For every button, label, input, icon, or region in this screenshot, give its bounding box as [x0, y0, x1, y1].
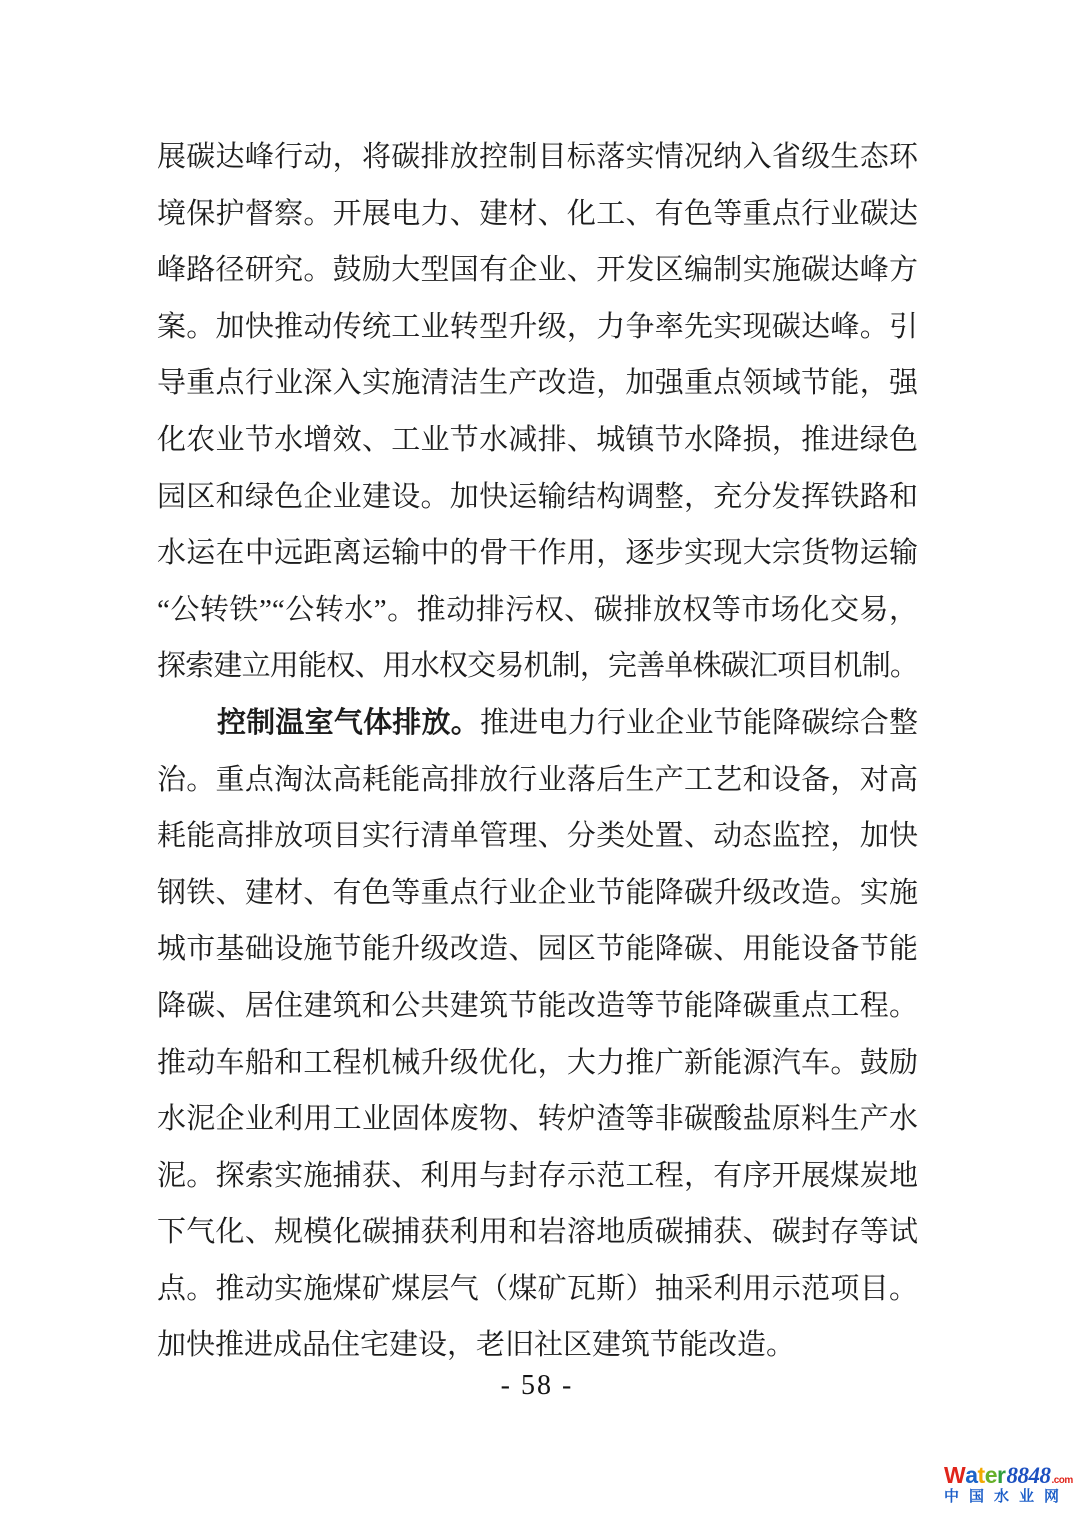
text-line: 城市基础设施节能升级改造、园区节能降碳、用能设备节能	[157, 933, 918, 966]
watermark-letter: e	[984, 1462, 997, 1488]
watermark-letter: .com	[1051, 1475, 1073, 1486]
text-line: 治。重点淘汰高耗能高排放行业落后生产工艺和设备，对高	[157, 763, 918, 796]
text-line: “公转铁”“公转水”。推动排污权、碳排放权等市场化交易，	[157, 593, 918, 626]
text-line: 化农业节水增效、工业节水减排、城镇节水降损，推进绿色	[157, 423, 918, 456]
text-line: 导重点行业深入实施清洁生产改造，加强重点领域节能，强	[157, 367, 918, 400]
watermark-letter: t	[977, 1462, 985, 1488]
text-line: 水泥企业利用工业固体废物、转炉渣等非碳酸盐原料生产水	[157, 1103, 918, 1136]
text-line: 耗能高排放项目实行清单管理、分类处置、动态监控，加快	[157, 820, 918, 853]
watermark-letter: r	[996, 1462, 1006, 1488]
text-line: 峰路径研究。鼓励大型国有企业、开发区编制实施碳达峰方	[157, 254, 918, 287]
body-text	[157, 129, 918, 1374]
text-line: 水运在中远距离运输中的骨干作用，逐步实现大宗货物运输	[157, 537, 918, 570]
text-line: 案。加快推动传统工业转型升级，力争率先实现碳达峰。引	[157, 310, 918, 343]
text-line: 点。推动实施煤矿煤层气（煤矿瓦斯）抽采利用示范项目。	[157, 1272, 918, 1305]
text-line: 推动车船和工程机械升级优化，大力推广新能源汽车。鼓励	[157, 1046, 918, 1079]
site-watermark	[944, 1464, 1072, 1504]
text-line: 下气化、规模化碳捕获利用和岩溶地质碳捕获、碳封存等试	[157, 1216, 918, 1249]
text-line: 加快推进成品住宅建设，老旧社区建筑节能改造。	[157, 1329, 796, 1362]
text-line: 园区和绿色企业建设。加快运输结构调整，充分发挥铁路和	[157, 480, 918, 513]
text-line: 境保护督察。开展电力、建材、化工、有色等重点行业碳达	[157, 197, 918, 230]
text-line: 降碳、居住建筑和公共建筑节能改造等节能降碳重点工程。	[157, 989, 918, 1022]
watermark-wordmark-logo	[944, 1464, 1072, 1487]
text-line: 探索建立用能权、用水权交易机制，完善单株碳汇项目机制。	[157, 650, 918, 683]
text-line: 展碳达峰行动，将碳排放控制目标落实情况纳入省级生态环	[157, 141, 918, 173]
watermark-subtitle: 中国水业网	[944, 1488, 1070, 1505]
paragraph-lead-bold: 控制温室气体排放。	[217, 706, 480, 739]
watermark-letter: a	[965, 1462, 978, 1488]
watermark-letter: W	[944, 1462, 966, 1488]
watermark-letter: 8848	[1006, 1463, 1051, 1488]
text-line: 钢铁、建材、有色等重点行业企业节能降碳升级改造。实施	[157, 876, 918, 909]
text-line	[157, 695, 918, 752]
page-number: - 58 -	[500, 1370, 574, 1401]
text-line: 泥。探索实施捕获、利用与封存示范工程，有序开展煤炭地	[157, 1159, 918, 1192]
paragraph-lead-rest: 推进电力行业企业节能降碳综合整	[479, 706, 918, 739]
